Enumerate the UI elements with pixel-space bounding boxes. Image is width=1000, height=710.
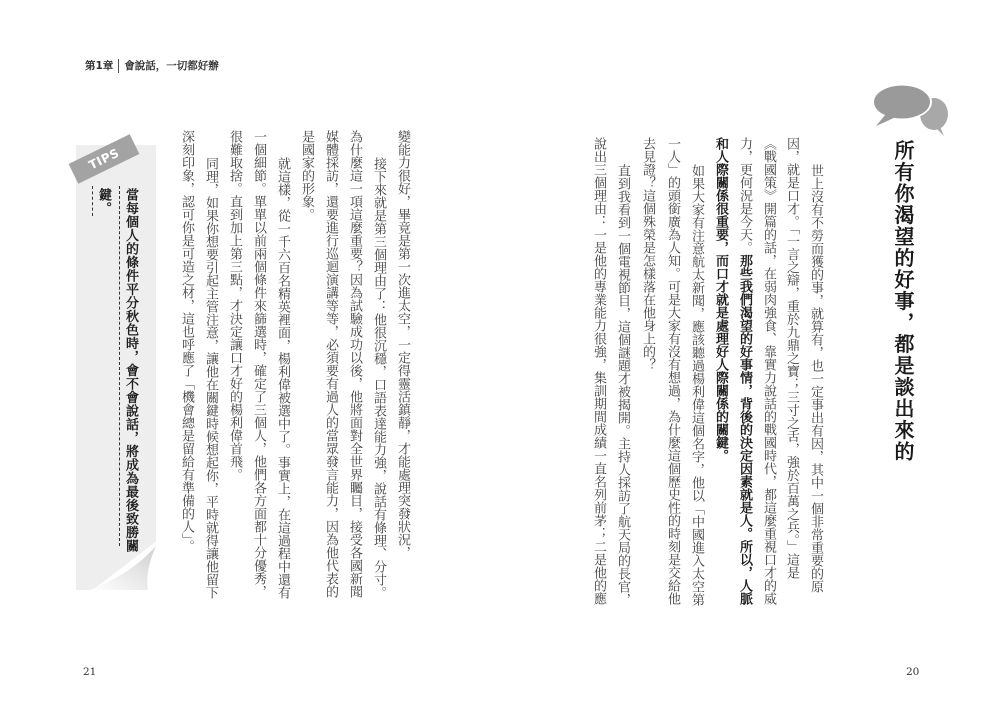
body-text-column — [737, 137, 751, 605]
page-number-left: 21 — [83, 666, 97, 678]
body-text-column: 是國家的形象。 — [299, 130, 314, 221]
tips-dashed-rule — [119, 186, 120, 546]
body-text-column: 因，就是口才。「一言之辯，重於九鼎之寶；三寸之舌，強於百萬之兵。」這是 — [784, 137, 799, 579]
emphasis-text-segment: 和人際關係很重要，而口才就是處理好人際關係的關鍵。 — [713, 137, 728, 462]
page-curl-decoration — [76, 540, 158, 592]
chapter-number: 第1章 — [85, 60, 114, 72]
body-text-column: 去見證？這個殊榮是怎樣落在他身上的？ — [640, 137, 655, 371]
body-text-column: 如果大家有注意航太新聞，應該聽過楊利偉這個名字，他以「中國進入太空第 — [689, 164, 704, 606]
tips-text-column: 當每個人的條件平分秋色時，會不會說話，將成為最後致勝關 — [123, 188, 138, 553]
body-text-column: 世上沒有不勞而獲的事，就算有，也一定事出有因，其中一個非常重要的原 — [808, 164, 823, 593]
section-title: 所有你渴望的好事，都是談出來的 — [891, 140, 915, 463]
body-text-column: 《戰國策》開篇的話，在弱肉強食、靠實力說話的戰國時代，都這麼重視口才的威 — [761, 137, 776, 605]
body-text-column: 同理，如果你想要引起主管注意，讓他在關鍵時候想起你，平時就得讓他留下 — [203, 157, 218, 599]
tips-dashed-rule — [92, 186, 93, 216]
body-text-column — [713, 137, 727, 462]
speech-bubbles-icon — [868, 80, 952, 138]
body-text-column: 變能力很好，畢竟是第一次進太空，一定得靈活鎮靜，才能處理突發狀況， — [395, 130, 410, 559]
emphasis-text-segment: 那些我們渴望的好事情，背後的決定因素就是人。所以，人脈 — [737, 254, 752, 605]
body-text-column: 為什麼這一項這麼重要？因為試驗成功以後，他將面對全世界矚目，接受各國新聞 — [347, 130, 362, 598]
body-text-column: 媒體採訪，還要進行巡迴演講等等，必須要有過人的當眾發言能力，因為他代表的 — [323, 130, 338, 598]
tips-box — [76, 145, 156, 590]
body-text-column: 深刻印象，認可你是可造之材，這也呼應了「機會總是留給有準備的人」。 — [179, 130, 194, 553]
chapter-title: 會說話，一切都好辦 — [124, 60, 219, 72]
tips-label: TIPS — [86, 145, 122, 173]
body-text-column: 一個細節。單單以前兩個條件來篩選時，確定了三個人，他們各方面都十分優秀， — [251, 130, 266, 598]
page-number-right: 20 — [906, 666, 920, 678]
body-text-segment: 力，更何況是今天。 — [737, 137, 752, 254]
tips-text-column: 鍵。 — [96, 188, 111, 215]
body-text-column: 就這樣，從一千六百名精英裡面，楊利偉被選中了。事實上，在這過程中還有 — [275, 157, 290, 599]
body-text-column: 直到我看到一個電視節目，這個謎題才被揭開。主持人採訪了航天局的長官， — [615, 164, 630, 606]
body-text-column: 接下來就是第三個理由了：他很沉穩，口語表達能力強，說話有條理、分寸。 — [371, 157, 386, 599]
body-text-column: 說出三個理由：一是他的專業能力很強，集訓期間成績一直名列前茅；二是他的應 — [591, 137, 606, 605]
body-text-column: 一人」的頭銜廣為人知。可是大家有沒有想過，為什麼這個歷史性的時刻是交給他 — [665, 137, 680, 605]
body-text-column: 很難取捨。直到加上第三點，才決定讓口才好的楊利偉首飛。 — [227, 130, 242, 481]
